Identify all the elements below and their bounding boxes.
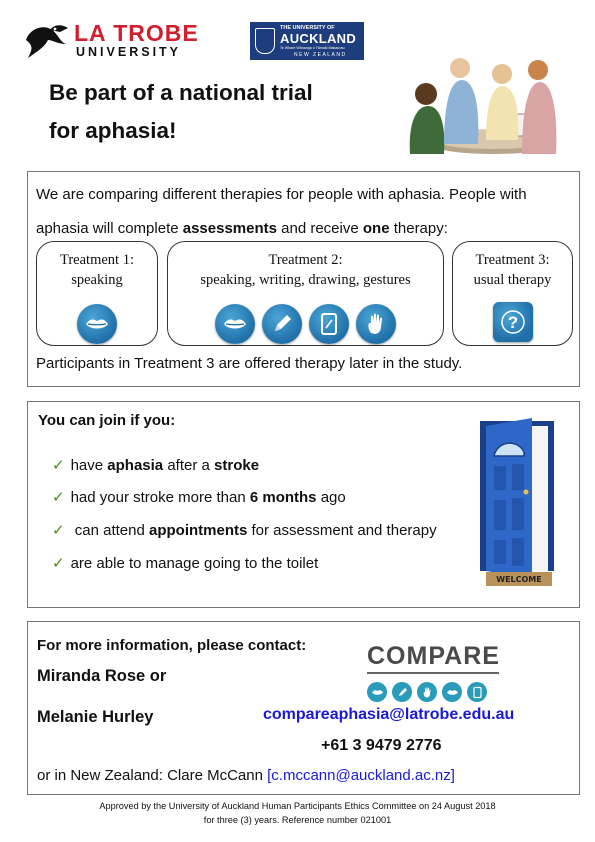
criterion-4 bbox=[52, 554, 318, 572]
lips-icon bbox=[215, 304, 255, 344]
tablet-icon bbox=[309, 304, 349, 344]
auckland-crest-icon bbox=[255, 28, 275, 54]
auckland-line3: Te Whare Wānanga o Tāmaki Makaurau bbox=[280, 46, 345, 50]
criterion-1 bbox=[52, 456, 259, 474]
criterion-2-text-a: had your stroke more than bbox=[70, 489, 250, 506]
tablet-icon bbox=[467, 682, 487, 702]
title-line-1: Be part of a national trial bbox=[49, 80, 313, 105]
treatment-3-note: Participants in Treatment 3 are offered therapy later in the study. bbox=[36, 355, 463, 372]
intro-bold-assessments: assessments bbox=[182, 220, 277, 237]
latrobe-name: LA TROBE bbox=[74, 20, 199, 46]
treatment-2-label: Treatment 2: bbox=[268, 252, 343, 268]
intro-text-c: therapy: bbox=[389, 220, 448, 237]
contact-email-link[interactable]: compareaphasia@latrobe.edu.au bbox=[263, 706, 515, 723]
hand-icon bbox=[356, 304, 396, 344]
pencil-icon bbox=[262, 304, 302, 344]
contact-name-2: Melanie Hurley bbox=[37, 708, 154, 726]
criterion-2-text-b: ago bbox=[316, 489, 346, 506]
criterion-1-text-a: have bbox=[70, 457, 108, 474]
lips-icon bbox=[77, 304, 117, 344]
auckland-line2: AUCKLAND bbox=[280, 31, 357, 46]
eligibility-heading: You can join if you: bbox=[38, 412, 176, 429]
contact-name-1: Miranda Rose or bbox=[37, 667, 167, 685]
criterion-1-text-b: after a bbox=[163, 457, 215, 474]
treatment-3-desc: usual therapy bbox=[473, 272, 552, 288]
page-title bbox=[49, 74, 379, 150]
criterion-1-bold-a: aphasia bbox=[107, 457, 164, 474]
contact-phone: +61 3 9479 2776 bbox=[321, 737, 442, 754]
footer-line-1: Approved by the University of Auckland Human Participants Ethics Committee on 24 August 2018 bbox=[99, 801, 496, 811]
checkmark-icon: ✓ bbox=[52, 457, 65, 474]
checkmark-icon: ✓ bbox=[52, 522, 65, 539]
hand-icon bbox=[417, 682, 437, 702]
intro-bold-one: one bbox=[362, 220, 390, 237]
contact-heading: For more information, please contact: bbox=[37, 637, 307, 654]
treatment-3-label: Treatment 3: bbox=[475, 252, 550, 268]
criterion-3-text-b: for assessment and therapy bbox=[247, 522, 437, 539]
lips-icon bbox=[442, 682, 462, 702]
intro-text-b: and receive bbox=[276, 220, 363, 237]
auckland-line4: NEW ZEALAND bbox=[294, 52, 347, 58]
treatment-2-card bbox=[167, 241, 444, 346]
compare-icon-row bbox=[367, 682, 487, 702]
nz-contact-prefix: or in New Zealand: Clare McCann bbox=[37, 767, 268, 784]
treatment-3-card bbox=[452, 241, 573, 346]
welcome-mat-text: WELCOME bbox=[496, 575, 542, 584]
intro-text-a: We are comparing different therapies for people with aphasia. People with aphasia will complete bbox=[36, 186, 527, 237]
criterion-3-text-a: can attend bbox=[70, 522, 149, 539]
group-therapy-illustration bbox=[398, 44, 568, 162]
latrobe-university: UNIVERSITY bbox=[76, 45, 182, 59]
treatment-1-card bbox=[36, 241, 158, 346]
criterion-2 bbox=[52, 488, 346, 506]
nz-contact bbox=[37, 767, 455, 784]
title-line-2: for aphasia! bbox=[49, 118, 177, 143]
pelican-logo-icon bbox=[22, 18, 70, 62]
criterion-4-text: are able to manage going to the toilet bbox=[70, 555, 319, 572]
intro-text bbox=[36, 178, 576, 246]
pencil-icon bbox=[392, 682, 412, 702]
nz-email-link[interactable]: [c.mccann@auckland.ac.nz] bbox=[267, 767, 455, 784]
footer-line-2: for three (3) years. Reference number 021001 bbox=[203, 815, 392, 825]
checkmark-icon: ✓ bbox=[52, 489, 65, 506]
criterion-3-bold: appointments bbox=[148, 522, 248, 539]
compare-brand: COMPARE bbox=[367, 642, 500, 670]
auckland-logo bbox=[250, 22, 364, 60]
open-door-illustration bbox=[472, 416, 562, 591]
svg-text:?: ? bbox=[507, 313, 518, 332]
checkmark-icon: ✓ bbox=[52, 555, 65, 572]
treatment-1-label: Treatment 1: bbox=[60, 252, 134, 268]
treatment-1-desc: speaking bbox=[71, 272, 123, 288]
treatment-2-desc: speaking, writing, drawing, gestures bbox=[200, 272, 411, 288]
criterion-1-bold-b: stroke bbox=[214, 457, 260, 474]
criterion-2-bold: 6 months bbox=[249, 489, 317, 506]
compare-underline bbox=[367, 672, 499, 674]
lips-icon bbox=[367, 682, 387, 702]
auckland-line1: THE UNIVERSITY OF bbox=[280, 25, 335, 31]
criterion-3 bbox=[52, 521, 437, 539]
question-icon bbox=[493, 302, 533, 342]
ethics-footer bbox=[0, 799, 595, 827]
